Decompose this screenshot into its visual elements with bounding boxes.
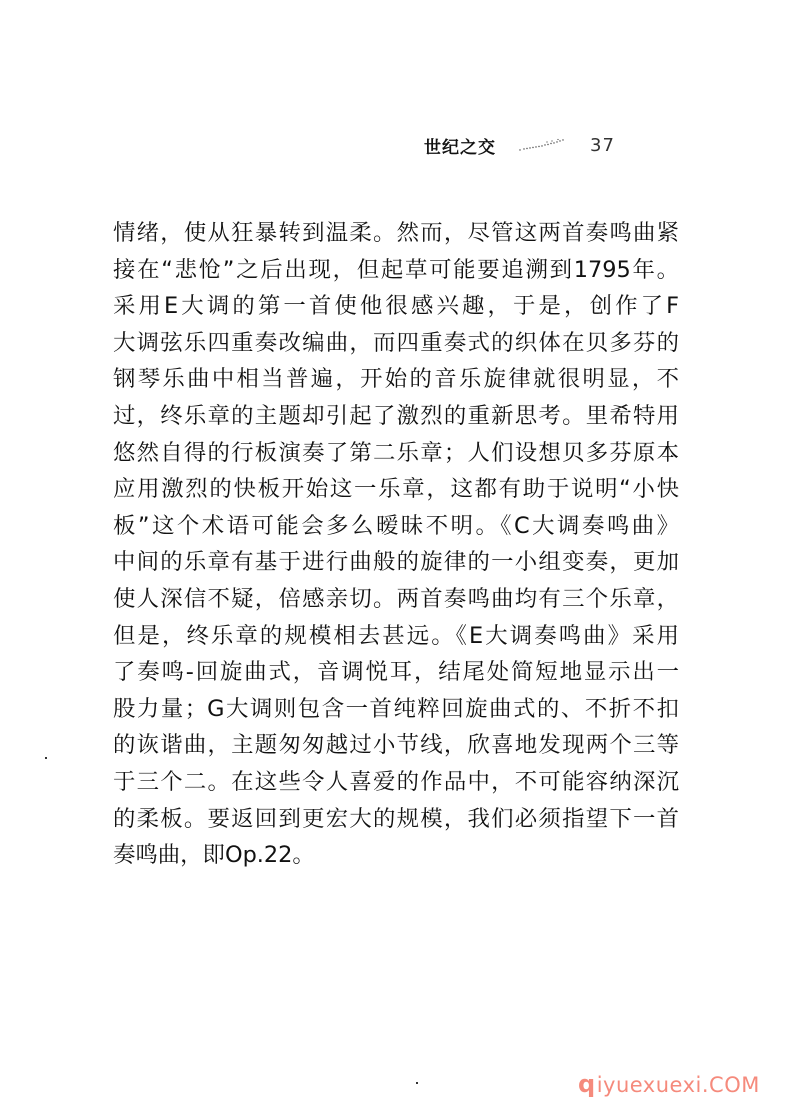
text-line: 于三个二。在这些令人喜爱的作品中，不可能容纳深沉: [113, 768, 679, 795]
watermark-text: iyuexuexi.COM: [596, 1073, 760, 1097]
page-number: 37: [590, 134, 615, 156]
running-title: 世纪之交: [424, 137, 496, 158]
text-line: 了奏鸣-回旋曲式，音调悦耳，结尾处简短地显示出一: [113, 659, 679, 686]
text-line: 使人深信不疑，倍感亲切。两首奏鸣曲均有三个乐章，: [113, 585, 679, 612]
text-line: 过，终乐章的主题却引起了激烈的重新思考。里希特用: [113, 402, 679, 429]
scan-speck: [416, 1082, 418, 1084]
text-line: 奏鸣曲，即Op.22。: [113, 842, 315, 869]
text-line: 应用激烈的快板开始这一乐章，这都有助于说明“小快: [113, 476, 679, 503]
text-line: 股力量；G大调则包含一首纯粹回旋曲式的、不折不扣: [113, 695, 679, 722]
text-line: 接在“悲怆”之后出现，但起草可能要追溯到1795年。: [113, 256, 679, 283]
text-line: 悠然自得的行板演奏了第二乐章；人们设想贝多芬原本: [113, 439, 679, 466]
body-paragraph: [113, 215, 679, 874]
site-watermark: [578, 1070, 760, 1098]
text-line: 采用E大调的第一首使他很感兴趣，于是，创作了F: [113, 293, 679, 320]
decorative-flourish-icon: [518, 138, 566, 152]
text-line: 的诙谐曲，主题匆匆越过小节线，欣喜地发现两个三等: [113, 732, 679, 759]
text-line: 中间的乐章有基于进行曲般的旋律的一小组变奏，更加: [113, 549, 679, 576]
text-line: 钢琴乐曲中相当普遍，开始的音乐旋律就很明显，不: [113, 366, 679, 393]
text-line: 的柔板。要返回到更宏大的规模，我们必须指望下一首: [113, 805, 679, 832]
page-header: [424, 133, 615, 157]
text-line: 板”这个术语可能会多么暧昧不明。《C大调奏鸣曲》: [113, 512, 679, 539]
text-line: 大调弦乐四重奏改编曲，而四重奏式的织体在贝多芬的: [113, 329, 679, 356]
text-line: 但是，终乐章的规模相去甚远。《E大调奏鸣曲》采用: [113, 622, 679, 649]
scan-speck: [45, 757, 47, 759]
text-line: 情绪，使从狂暴转到温柔。然而，尽管这两首奏鸣曲紧: [113, 220, 679, 246]
watermark-logo-letter: q: [578, 1070, 596, 1098]
